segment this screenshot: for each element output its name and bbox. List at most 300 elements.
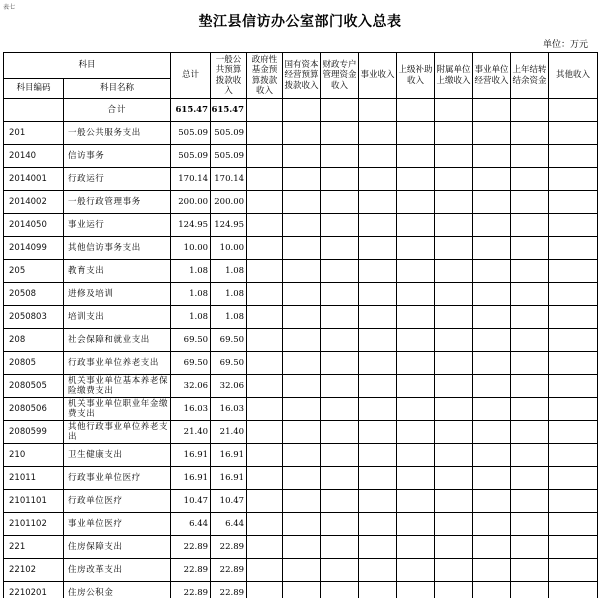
affiliated-turnover-cell	[435, 398, 473, 421]
state-capital-cell	[283, 306, 321, 329]
gov-fund-cell	[247, 99, 283, 122]
general-budget-cell: 170.14	[211, 168, 247, 191]
business-operation-cell	[473, 421, 511, 444]
header-row-1	[4, 53, 598, 79]
total-cell: 69.50	[171, 352, 211, 375]
state-capital-cell	[283, 260, 321, 283]
state-capital-cell	[283, 398, 321, 421]
carryover-cell	[511, 283, 549, 306]
state-capital-cell	[283, 122, 321, 145]
carryover-cell	[511, 375, 549, 398]
carryover-cell	[511, 582, 549, 598]
carryover-cell	[511, 352, 549, 375]
gov-fund-cell	[247, 329, 283, 352]
subject-name-cell: 住房公积金	[64, 582, 171, 598]
general-budget-cell: 1.08	[211, 306, 247, 329]
total-cell: 10.47	[171, 490, 211, 513]
header-state-capital: 国有资本经营预算拨款收入	[283, 53, 321, 99]
table-row	[4, 237, 598, 260]
affiliated-turnover-cell	[435, 490, 473, 513]
subject-name-cell: 行政事业单位医疗	[64, 467, 171, 490]
state-capital-cell	[283, 99, 321, 122]
fiscal-account-cell	[321, 513, 359, 536]
total-cell: 6.44	[171, 513, 211, 536]
subject-name-cell: 卫生健康支出	[64, 444, 171, 467]
affiliated-turnover-cell	[435, 421, 473, 444]
total-cell: 16.91	[171, 444, 211, 467]
total-cell: 170.14	[171, 168, 211, 191]
page-title: 垫江县信访办公室部门收入总表	[198, 14, 402, 30]
business-income-cell	[359, 375, 397, 398]
upper-subsidy-cell	[397, 191, 435, 214]
sheet-label: 表七	[3, 4, 16, 11]
fiscal-account-cell	[321, 283, 359, 306]
affiliated-turnover-cell	[435, 145, 473, 168]
general-budget-cell: 69.50	[211, 329, 247, 352]
affiliated-turnover-cell	[435, 536, 473, 559]
other-income-cell	[549, 467, 598, 490]
other-income-cell	[549, 398, 598, 421]
carryover-cell	[511, 122, 549, 145]
upper-subsidy-cell	[397, 490, 435, 513]
state-capital-cell	[283, 513, 321, 536]
carryover-cell	[511, 559, 549, 582]
subject-name-cell: 信访事务	[64, 145, 171, 168]
subject-name-cell: 教育支出	[64, 260, 171, 283]
fiscal-account-cell	[321, 421, 359, 444]
upper-subsidy-cell	[397, 237, 435, 260]
business-operation-cell	[473, 145, 511, 168]
general-budget-cell: 16.03	[211, 398, 247, 421]
carryover-cell	[511, 421, 549, 444]
header-subject: 科目	[4, 53, 171, 79]
upper-subsidy-cell	[397, 145, 435, 168]
other-income-cell	[549, 375, 598, 398]
fiscal-account-cell	[321, 582, 359, 598]
general-budget-cell: 16.91	[211, 467, 247, 490]
gov-fund-cell	[247, 306, 283, 329]
header-business-operation: 事业单位经营收入	[473, 53, 511, 99]
business-income-cell	[359, 352, 397, 375]
upper-subsidy-cell	[397, 467, 435, 490]
gov-fund-cell	[247, 559, 283, 582]
state-capital-cell	[283, 375, 321, 398]
subject-name-cell: 社会保障和就业支出	[64, 329, 171, 352]
general-budget-cell: 615.47	[211, 99, 247, 122]
fiscal-account-cell	[321, 398, 359, 421]
fiscal-account-cell	[321, 375, 359, 398]
other-income-cell	[549, 421, 598, 444]
gov-fund-cell	[247, 421, 283, 444]
total-cell: 16.03	[171, 398, 211, 421]
fiscal-account-cell	[321, 122, 359, 145]
subject-name-cell: 其他信访事务支出	[64, 237, 171, 260]
business-operation-cell	[473, 536, 511, 559]
carryover-cell	[511, 536, 549, 559]
fiscal-account-cell	[321, 237, 359, 260]
carryover-cell	[511, 145, 549, 168]
general-budget-cell: 6.44	[211, 513, 247, 536]
other-income-cell	[549, 145, 598, 168]
subject-code-cell: 20140	[4, 145, 64, 168]
table-row	[4, 283, 598, 306]
affiliated-turnover-cell	[435, 306, 473, 329]
header-business-income: 事业收入	[359, 53, 397, 99]
business-operation-cell	[473, 283, 511, 306]
business-income-cell	[359, 329, 397, 352]
business-operation-cell	[473, 122, 511, 145]
subject-code-cell: 2080599	[4, 421, 64, 444]
total-cell: 16.91	[171, 467, 211, 490]
fiscal-account-cell	[321, 536, 359, 559]
upper-subsidy-cell	[397, 398, 435, 421]
fiscal-account-cell	[321, 467, 359, 490]
other-income-cell	[549, 99, 598, 122]
subject-name-cell: 行政单位医疗	[64, 490, 171, 513]
other-income-cell	[549, 237, 598, 260]
upper-subsidy-cell	[397, 421, 435, 444]
unit-label: 单位：万元	[542, 40, 588, 50]
subject-code-cell: 2080505	[4, 375, 64, 398]
total-cell: 69.50	[171, 329, 211, 352]
general-budget-cell: 16.91	[211, 444, 247, 467]
other-income-cell	[549, 283, 598, 306]
gov-fund-cell	[247, 375, 283, 398]
state-capital-cell	[283, 283, 321, 306]
general-budget-cell: 22.89	[211, 536, 247, 559]
subject-code-cell: 2014050	[4, 214, 64, 237]
fiscal-account-cell	[321, 352, 359, 375]
header-subject-code: 科目编码	[4, 79, 64, 99]
other-income-cell	[549, 352, 598, 375]
other-income-cell	[549, 329, 598, 352]
state-capital-cell	[283, 559, 321, 582]
carryover-cell	[511, 168, 549, 191]
state-capital-cell	[283, 329, 321, 352]
gov-fund-cell	[247, 513, 283, 536]
state-capital-cell	[283, 214, 321, 237]
affiliated-turnover-cell	[435, 283, 473, 306]
total-cell: 22.89	[171, 559, 211, 582]
business-operation-cell	[473, 444, 511, 467]
upper-subsidy-cell	[397, 283, 435, 306]
subject-code-cell: 210	[4, 444, 64, 467]
fiscal-account-cell	[321, 99, 359, 122]
header-general-budget: 一般公共预算拨款收入	[211, 53, 247, 99]
other-income-cell	[549, 582, 598, 598]
state-capital-cell	[283, 490, 321, 513]
fiscal-account-cell	[321, 168, 359, 191]
table-row	[4, 145, 598, 168]
upper-subsidy-cell	[397, 352, 435, 375]
gov-fund-cell	[247, 490, 283, 513]
state-capital-cell	[283, 352, 321, 375]
affiliated-turnover-cell	[435, 375, 473, 398]
header-total: 总计	[171, 53, 211, 99]
table-row	[4, 582, 598, 598]
other-income-cell	[549, 260, 598, 283]
subject-name-cell: 其他行政事业单位养老支出	[64, 421, 171, 444]
general-budget-cell: 32.06	[211, 375, 247, 398]
header-upper-subsidy: 上级补助收入	[397, 53, 435, 99]
subject-code-cell: 2014001	[4, 168, 64, 191]
table-row	[4, 398, 598, 421]
gov-fund-cell	[247, 444, 283, 467]
other-income-cell	[549, 191, 598, 214]
business-operation-cell	[473, 352, 511, 375]
subject-name-cell: 培训支出	[64, 306, 171, 329]
table-row	[4, 214, 598, 237]
upper-subsidy-cell	[397, 536, 435, 559]
subject-name-cell: 机关事业单位基本养老保险缴费支出	[64, 375, 171, 398]
affiliated-turnover-cell	[435, 444, 473, 467]
table-row	[4, 559, 598, 582]
table-row	[4, 513, 598, 536]
general-budget-cell: 22.89	[211, 582, 247, 598]
gov-fund-cell	[247, 168, 283, 191]
fiscal-account-cell	[321, 260, 359, 283]
carryover-cell	[511, 398, 549, 421]
affiliated-turnover-cell	[435, 559, 473, 582]
general-budget-cell: 10.00	[211, 237, 247, 260]
gov-fund-cell	[247, 467, 283, 490]
total-cell: 21.40	[171, 421, 211, 444]
state-capital-cell	[283, 168, 321, 191]
business-operation-cell	[473, 168, 511, 191]
affiliated-turnover-cell	[435, 329, 473, 352]
carryover-cell	[511, 191, 549, 214]
state-capital-cell	[283, 421, 321, 444]
business-income-cell	[359, 191, 397, 214]
other-income-cell	[549, 214, 598, 237]
business-income-cell	[359, 283, 397, 306]
fiscal-account-cell	[321, 145, 359, 168]
business-operation-cell	[473, 559, 511, 582]
affiliated-turnover-cell	[435, 352, 473, 375]
affiliated-turnover-cell	[435, 214, 473, 237]
business-operation-cell	[473, 191, 511, 214]
carryover-cell	[511, 306, 549, 329]
subject-code-cell	[4, 99, 64, 122]
header-subject-name: 科目名称	[64, 79, 171, 99]
business-income-cell	[359, 145, 397, 168]
subject-name-cell: 事业单位医疗	[64, 513, 171, 536]
subject-name-cell: 住房保障支出	[64, 536, 171, 559]
carryover-cell	[511, 467, 549, 490]
total-cell: 22.89	[171, 582, 211, 598]
other-income-cell	[549, 536, 598, 559]
upper-subsidy-cell	[397, 214, 435, 237]
business-operation-cell	[473, 467, 511, 490]
gov-fund-cell	[247, 237, 283, 260]
total-cell: 10.00	[171, 237, 211, 260]
gov-fund-cell	[247, 191, 283, 214]
upper-subsidy-cell	[397, 329, 435, 352]
state-capital-cell	[283, 145, 321, 168]
business-income-cell	[359, 214, 397, 237]
subject-code-cell: 208	[4, 329, 64, 352]
subject-name-cell: 行政运行	[64, 168, 171, 191]
income-summary-table	[3, 52, 598, 598]
table-row	[4, 490, 598, 513]
total-cell: 1.08	[171, 283, 211, 306]
subject-name-cell: 事业运行	[64, 214, 171, 237]
business-income-cell	[359, 122, 397, 145]
gov-fund-cell	[247, 536, 283, 559]
carryover-cell	[511, 237, 549, 260]
gov-fund-cell	[247, 283, 283, 306]
subject-name-cell: 进修及培训	[64, 283, 171, 306]
business-income-cell	[359, 260, 397, 283]
gov-fund-cell	[247, 260, 283, 283]
table-row	[4, 122, 598, 145]
upper-subsidy-cell	[397, 513, 435, 536]
carryover-cell	[511, 260, 549, 283]
subject-name-cell: 住房改革支出	[64, 559, 171, 582]
carryover-cell	[511, 329, 549, 352]
upper-subsidy-cell	[397, 99, 435, 122]
general-budget-cell: 69.50	[211, 352, 247, 375]
affiliated-turnover-cell	[435, 260, 473, 283]
other-income-cell	[549, 444, 598, 467]
other-income-cell	[549, 122, 598, 145]
business-operation-cell	[473, 582, 511, 598]
fiscal-account-cell	[321, 191, 359, 214]
business-operation-cell	[473, 375, 511, 398]
carryover-cell	[511, 490, 549, 513]
upper-subsidy-cell	[397, 444, 435, 467]
total-cell: 505.09	[171, 122, 211, 145]
subject-code-cell: 2014002	[4, 191, 64, 214]
gov-fund-cell	[247, 582, 283, 598]
table-row	[4, 421, 598, 444]
upper-subsidy-cell	[397, 122, 435, 145]
state-capital-cell	[283, 191, 321, 214]
total-cell: 615.47	[171, 99, 211, 122]
subject-code-cell: 2210201	[4, 582, 64, 598]
gov-fund-cell	[247, 122, 283, 145]
table-row	[4, 168, 598, 191]
business-income-cell	[359, 168, 397, 191]
other-income-cell	[549, 168, 598, 191]
gov-fund-cell	[247, 398, 283, 421]
general-budget-cell: 124.95	[211, 214, 247, 237]
subject-name-cell: 一般公共服务支出	[64, 122, 171, 145]
carryover-cell	[511, 444, 549, 467]
general-budget-cell: 22.89	[211, 559, 247, 582]
table-row	[4, 375, 598, 398]
state-capital-cell	[283, 582, 321, 598]
total-cell: 124.95	[171, 214, 211, 237]
business-income-cell	[359, 490, 397, 513]
fiscal-account-cell	[321, 444, 359, 467]
subject-code-cell: 2101102	[4, 513, 64, 536]
affiliated-turnover-cell	[435, 122, 473, 145]
affiliated-turnover-cell	[435, 168, 473, 191]
business-operation-cell	[473, 513, 511, 536]
table-total-row	[4, 99, 598, 122]
subject-name-cell: 行政事业单位养老支出	[64, 352, 171, 375]
upper-subsidy-cell	[397, 306, 435, 329]
business-income-cell	[359, 421, 397, 444]
subject-code-cell: 2101101	[4, 490, 64, 513]
state-capital-cell	[283, 237, 321, 260]
table-row	[4, 306, 598, 329]
total-cell: 1.08	[171, 260, 211, 283]
business-operation-cell	[473, 490, 511, 513]
subject-code-cell: 20508	[4, 283, 64, 306]
table-row	[4, 191, 598, 214]
state-capital-cell	[283, 467, 321, 490]
business-operation-cell	[473, 237, 511, 260]
business-income-cell	[359, 99, 397, 122]
affiliated-turnover-cell	[435, 99, 473, 122]
general-budget-cell: 200.00	[211, 191, 247, 214]
header-gov-fund: 政府性基金预算拨款收入	[247, 53, 283, 99]
table-row	[4, 444, 598, 467]
business-income-cell	[359, 398, 397, 421]
business-operation-cell	[473, 306, 511, 329]
other-income-cell	[549, 559, 598, 582]
carryover-cell	[511, 99, 549, 122]
header-carryover: 上年结转结余资金	[511, 53, 549, 99]
general-budget-cell: 1.08	[211, 283, 247, 306]
total-cell: 505.09	[171, 145, 211, 168]
affiliated-turnover-cell	[435, 237, 473, 260]
business-income-cell	[359, 513, 397, 536]
business-income-cell	[359, 536, 397, 559]
subject-code-cell: 2080506	[4, 398, 64, 421]
affiliated-turnover-cell	[435, 467, 473, 490]
upper-subsidy-cell	[397, 168, 435, 191]
subject-code-cell: 201	[4, 122, 64, 145]
subject-code-cell: 205	[4, 260, 64, 283]
fiscal-account-cell	[321, 329, 359, 352]
business-income-cell	[359, 444, 397, 467]
total-cell: 1.08	[171, 306, 211, 329]
header-fiscal-account: 财政专户管理资金收入	[321, 53, 359, 99]
general-budget-cell: 505.09	[211, 145, 247, 168]
subject-code-cell: 20805	[4, 352, 64, 375]
subject-name-cell: 合计	[64, 99, 171, 122]
fiscal-account-cell	[321, 214, 359, 237]
state-capital-cell	[283, 536, 321, 559]
carryover-cell	[511, 214, 549, 237]
subject-code-cell: 22102	[4, 559, 64, 582]
gov-fund-cell	[247, 214, 283, 237]
general-budget-cell: 21.40	[211, 421, 247, 444]
affiliated-turnover-cell	[435, 191, 473, 214]
upper-subsidy-cell	[397, 260, 435, 283]
total-cell: 200.00	[171, 191, 211, 214]
general-budget-cell: 505.09	[211, 122, 247, 145]
state-capital-cell	[283, 444, 321, 467]
business-operation-cell	[473, 260, 511, 283]
upper-subsidy-cell	[397, 559, 435, 582]
header-affiliated-turnover: 附属单位上缴收入	[435, 53, 473, 99]
gov-fund-cell	[247, 352, 283, 375]
upper-subsidy-cell	[397, 375, 435, 398]
business-income-cell	[359, 306, 397, 329]
affiliated-turnover-cell	[435, 513, 473, 536]
subject-code-cell: 2014099	[4, 237, 64, 260]
table-row	[4, 329, 598, 352]
business-income-cell	[359, 582, 397, 598]
table-row	[4, 536, 598, 559]
gov-fund-cell	[247, 145, 283, 168]
other-income-cell	[549, 513, 598, 536]
business-income-cell	[359, 237, 397, 260]
